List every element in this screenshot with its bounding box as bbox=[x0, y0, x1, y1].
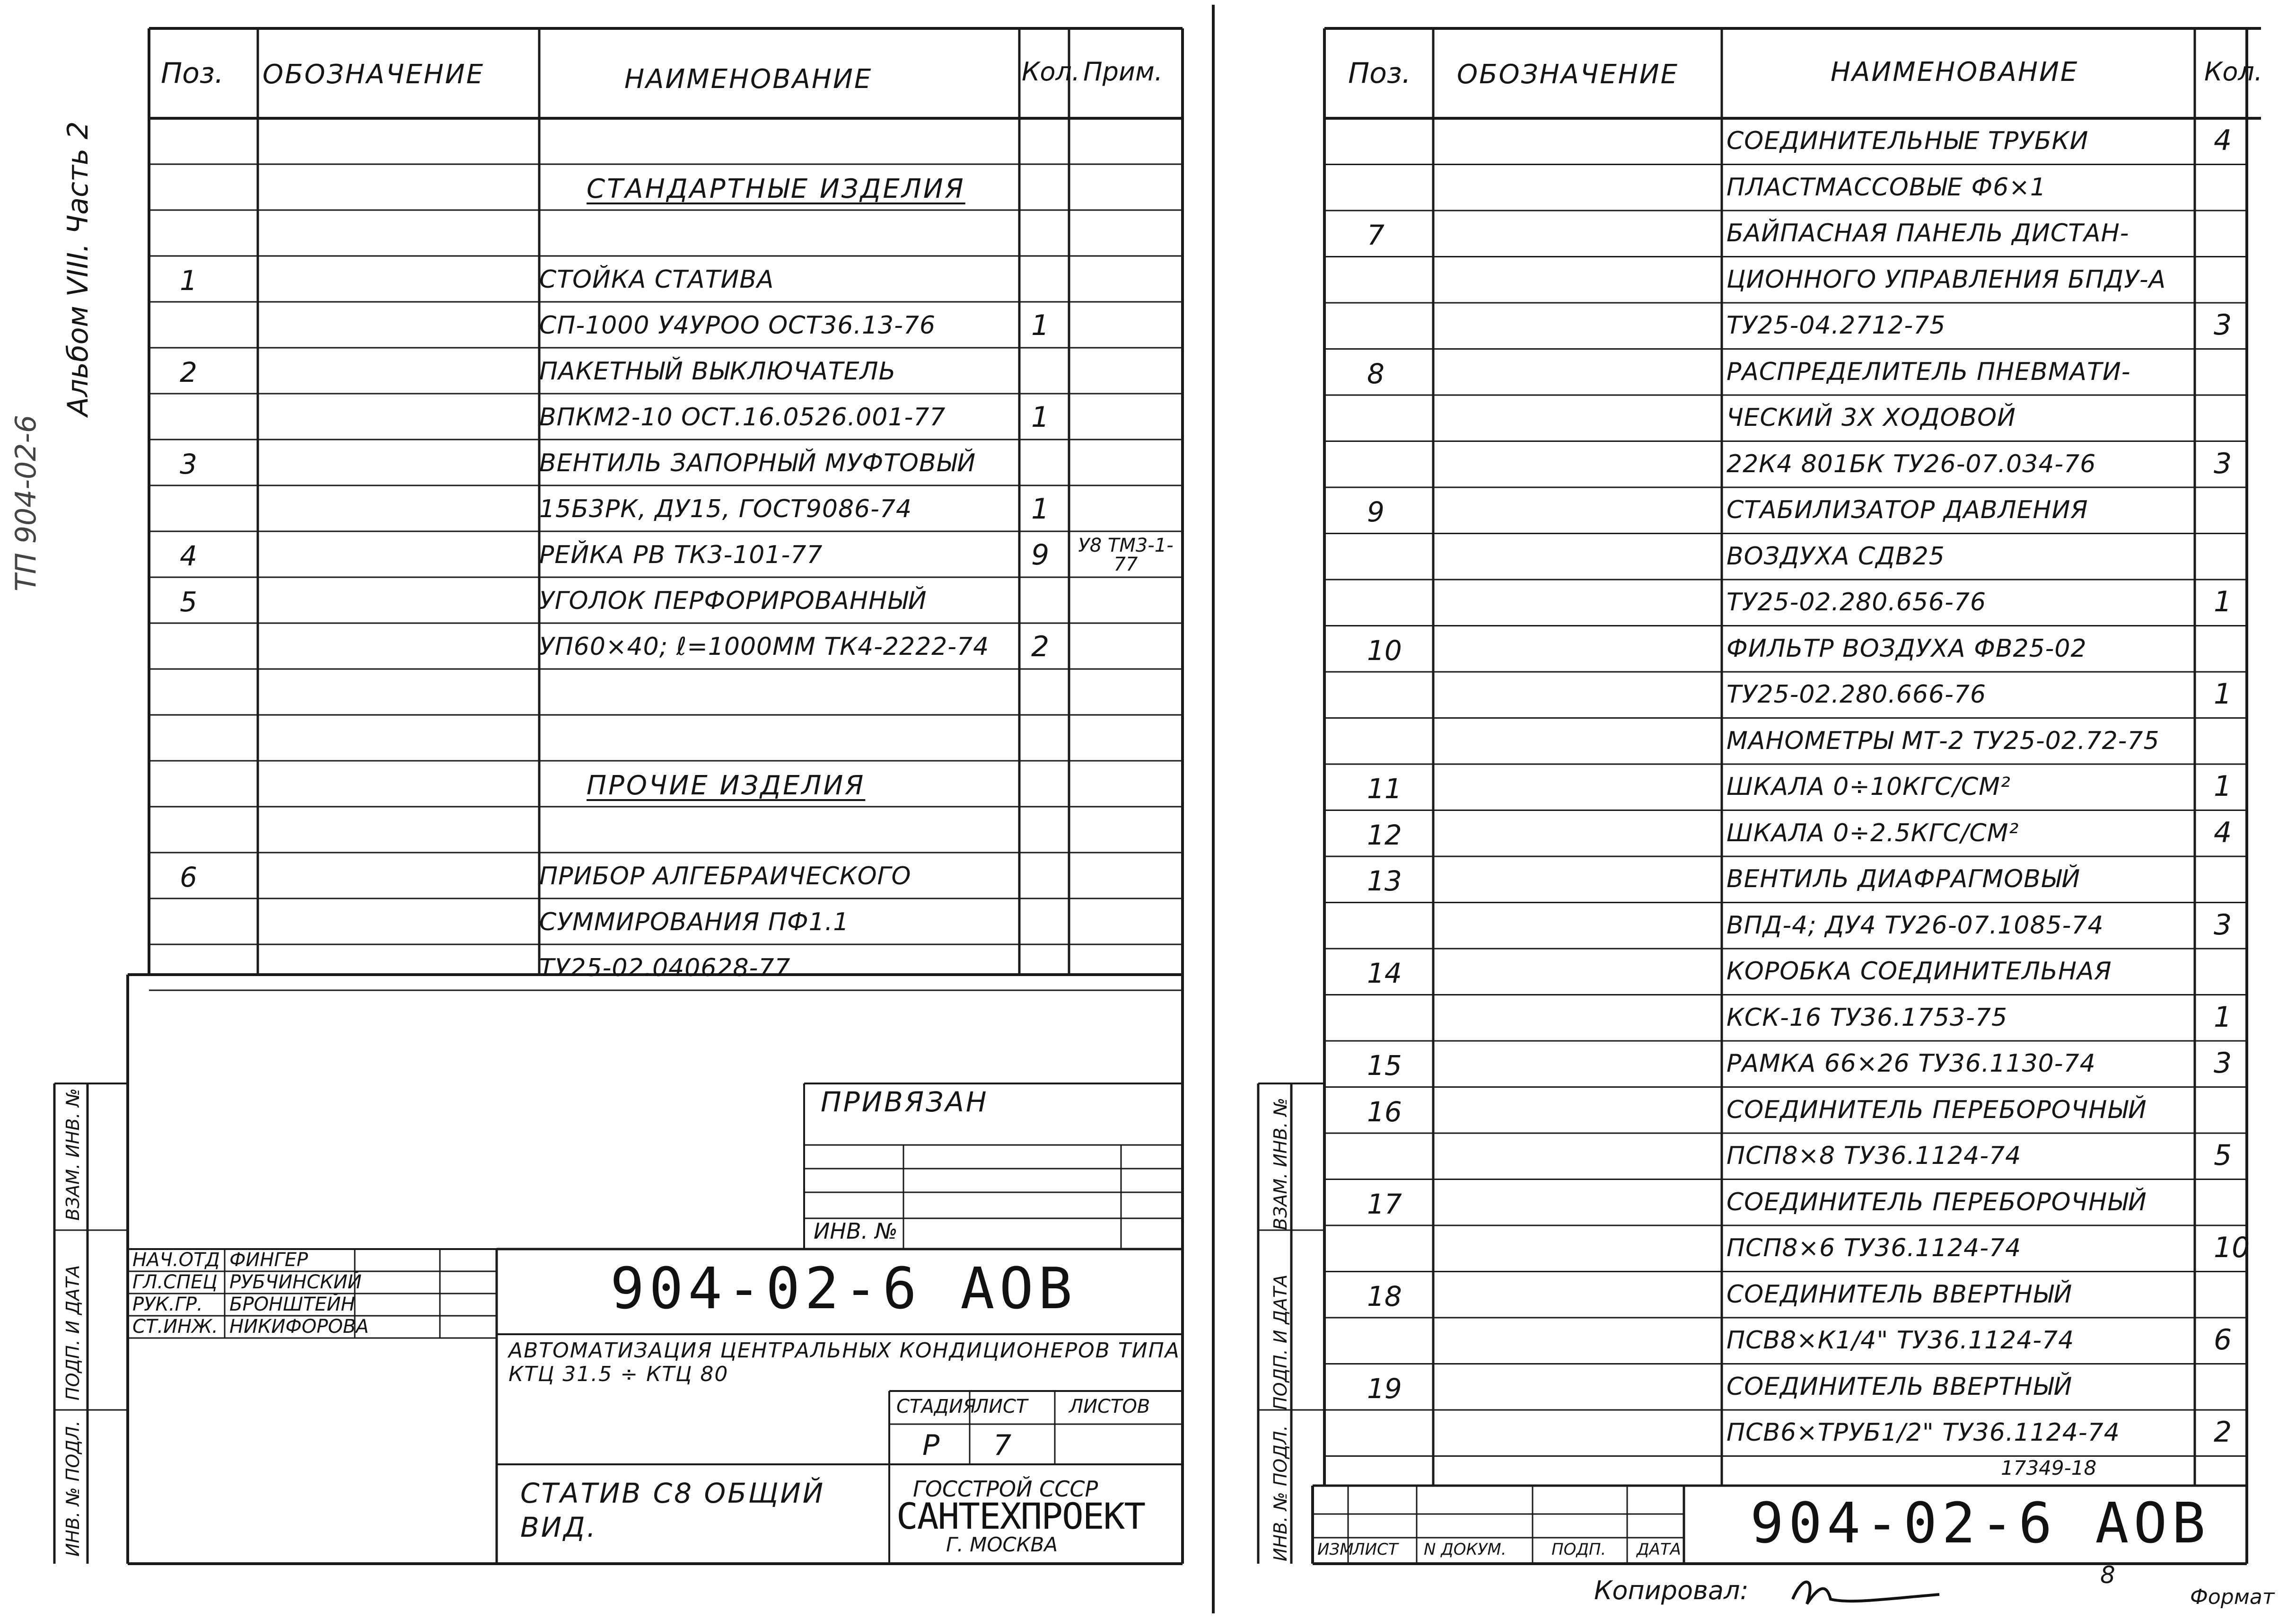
footer-doc: N ДОКУМ. bbox=[1424, 1540, 1507, 1559]
r-row-name: ФИЛЬТР ВОЗДУХА ФВ25-02 bbox=[1726, 634, 2087, 663]
row-pos: 5 bbox=[180, 586, 197, 618]
row-pos: 2 bbox=[180, 356, 197, 388]
page-number: 8 bbox=[2100, 1561, 2115, 1589]
staff-name: БРОНШТЕЙН bbox=[229, 1294, 355, 1315]
stage-label: СТАДИЯ bbox=[896, 1396, 976, 1418]
r-side-stamp-inv: ИНВ. № ПОДЛ. bbox=[1270, 1425, 1291, 1561]
row-pos: 3 bbox=[180, 448, 197, 480]
row-name: СТОЙКА СТАТИВА bbox=[539, 265, 774, 294]
r-header-qty: Кол. bbox=[2204, 57, 2263, 87]
r-side-stamp-sign: ПОДП. И ДАТА bbox=[1270, 1274, 1291, 1410]
drawing-subject: АВТОМАТИЗАЦИЯ ЦЕНТРАЛЬНЫХ КОНДИЦИОНЕРОВ ТИПА КТЦ 31.5 ÷ КТЦ 80 bbox=[508, 1338, 1180, 1386]
r-row-name: ТУ25-02.280.666-76 bbox=[1726, 680, 1987, 709]
row-pos: 6 bbox=[180, 861, 197, 893]
sheets-label: ЛИСТОВ bbox=[1069, 1396, 1150, 1418]
r-row-pos: 9 bbox=[1367, 496, 1385, 528]
r-row-name: ВПД-4; ДУ4 ТУ26-07.1085-74 bbox=[1726, 911, 2104, 940]
r-row-pos: 19 bbox=[1367, 1372, 1402, 1405]
sheet-value: 7 bbox=[993, 1429, 1012, 1462]
r-row-name: ВЕНТИЛЬ ДИАФРАГМОВЫЙ bbox=[1726, 865, 2081, 893]
r-header-pos: Поз. bbox=[1348, 57, 1411, 90]
r-row-pos: 15 bbox=[1367, 1049, 1402, 1082]
side-stamp-replace: ВЗАМ. ИНВ. № bbox=[62, 1088, 83, 1221]
header-qty: Кол. bbox=[1022, 57, 1080, 87]
r-row-name: ПЛАСТМАССОВЫЕ Ф6×1 bbox=[1726, 173, 2046, 202]
r-row-pos: 8 bbox=[1367, 357, 1385, 390]
format-label: Формат bbox=[2190, 1585, 2275, 1609]
r-row-name: КОРОБКА СОЕДИНИТЕЛЬНАЯ bbox=[1726, 957, 2112, 986]
header-pos: Поз. bbox=[161, 57, 224, 90]
r-row-qty: 3 bbox=[2214, 908, 2232, 942]
staff-role: РУК.ГР. bbox=[132, 1294, 203, 1315]
r-row-name: РАСПРЕДЕЛИТЕЛЬ ПНЕВМАТИ- bbox=[1726, 357, 2131, 386]
r-row-name: ЦИОННОГО УПРАВЛЕНИЯ БПДУ-А bbox=[1726, 265, 2166, 294]
r-row-pos: 18 bbox=[1367, 1280, 1402, 1312]
r-row-qty: 3 bbox=[2214, 447, 2232, 480]
r-side-stamp-replace: ВЗАМ. ИНВ. № bbox=[1270, 1097, 1291, 1230]
row-name: УГОЛОК ПЕРФОРИРОВАННЫЙ bbox=[539, 587, 927, 615]
r-row-qty: 2 bbox=[2214, 1416, 2232, 1449]
album-label: Альбом VIII. Часть 2 bbox=[61, 121, 95, 416]
r-row-qty: 5 bbox=[2214, 1139, 2232, 1172]
row-note: У8 ТМ3-1-77 bbox=[1078, 535, 1174, 575]
side-stamp-inv: ИНВ. № ПОДЛ. bbox=[62, 1420, 83, 1557]
r-row-name: ЧЕСКИЙ 3Х ХОДОВОЙ bbox=[1726, 404, 2016, 432]
r-row-name: БАЙПАСНАЯ ПАНЕЛЬ ДИСТАН- bbox=[1726, 219, 2129, 247]
r-row-qty: 1 bbox=[2214, 1000, 2232, 1034]
staff-name: НИКИФОРОВА bbox=[229, 1316, 369, 1338]
row-name: ВЕНТИЛЬ ЗАПОРНЫЙ МУФТОВЫЙ bbox=[539, 449, 976, 477]
row-name: РЕЙКА РВ ТК3-101-77 bbox=[539, 541, 823, 569]
r-row-name: МАНОМЕТРЫ МТ-2 ТУ25-02.72-75 bbox=[1726, 726, 2160, 755]
footer-date: ДАТА bbox=[1637, 1540, 1681, 1559]
row-qty: 2 bbox=[1031, 630, 1050, 663]
r-row-name: ШКАЛА 0÷2.5КГС/СМ² bbox=[1726, 819, 2019, 847]
org-line2: САНТЕХПРОЕКТ bbox=[896, 1495, 1145, 1537]
row-name: УП60×40; ℓ=1000ММ ТК4-2222-74 bbox=[539, 633, 990, 661]
r-row-name: СОЕДИНИТЕЛЬ ВВЕРТНЫЙ bbox=[1726, 1280, 2073, 1309]
r-row-name: СОЕДИНИТЕЛЬ ВВЕРТНЫЙ bbox=[1726, 1372, 2073, 1401]
r-header-designation: ОБОЗНАЧЕНИЕ bbox=[1457, 59, 1679, 90]
row-qty: 1 bbox=[1031, 401, 1050, 434]
r-row-qty: 3 bbox=[2214, 1047, 2232, 1080]
drawing-code: 904-02-6 АОВ bbox=[610, 1256, 1077, 1322]
row-qty: 1 bbox=[1031, 309, 1050, 342]
footer-list: ЛИСТ bbox=[1353, 1540, 1398, 1559]
copied-label: Копировал: bbox=[1594, 1576, 1749, 1605]
header-note: Прим. bbox=[1083, 57, 1163, 87]
r-row-name: ПСП8×8 ТУ36.1124-74 bbox=[1726, 1142, 2022, 1170]
r-row-qty: 6 bbox=[2214, 1323, 2232, 1356]
staff-role: СТ.ИНЖ. bbox=[132, 1316, 218, 1338]
org-line1: ГОССТРОЙ СССР bbox=[913, 1476, 1098, 1502]
section-title: ПРОЧИЕ ИЗДЕЛИЯ bbox=[587, 770, 866, 801]
r-row-name: ШКАЛА 0÷10КГС/СМ² bbox=[1726, 773, 2011, 801]
r-row-qty: 3 bbox=[2214, 308, 2232, 342]
r-row-name: СОЕДИНИТЕЛЬ ПЕРЕБОРОЧНЫЙ bbox=[1726, 1188, 2147, 1216]
row-name: ПРИБОР АЛГЕБРАИЧЕСКОГО bbox=[539, 862, 911, 890]
r-header-name: НАИМЕНОВАНИЕ bbox=[1831, 57, 2079, 88]
r-row-qty: 1 bbox=[2214, 585, 2232, 618]
r-row-qty: 4 bbox=[2214, 124, 2232, 157]
r-row-name: ТУ25-04.2712-75 bbox=[1726, 311, 1946, 340]
archive-number: 17349-18 bbox=[2001, 1456, 2097, 1479]
privyazan-label: ПРИВЯЗАН bbox=[821, 1086, 989, 1118]
r-row-name: СТАБИЛИЗАТОР ДАВЛЕНИЯ bbox=[1726, 496, 2088, 524]
r-row-name: СОЕДИНИТЕЛЬНЫЕ ТРУБКИ bbox=[1726, 127, 2089, 155]
staff-role: НАЧ.ОТД bbox=[132, 1249, 220, 1271]
r-row-qty: 10 bbox=[2214, 1231, 2250, 1264]
r-row-pos: 12 bbox=[1367, 819, 1402, 851]
row-pos: 4 bbox=[180, 540, 197, 572]
row-qty: 9 bbox=[1031, 538, 1050, 572]
header-name: НАИМЕНОВАНИЕ bbox=[624, 64, 873, 95]
r-row-name: ТУ25-02.280.656-76 bbox=[1726, 588, 1987, 616]
row-name: ПАКЕТНЫЙ ВЫКЛЮЧАТЕЛЬ bbox=[539, 357, 896, 386]
row-name: 15Б3РК, ДУ15, ГОСТ9086-74 bbox=[539, 495, 912, 523]
row-qty: 1 bbox=[1031, 493, 1050, 526]
r-row-name: КСК-16 ТУ36.1753-75 bbox=[1726, 1003, 2008, 1032]
r-row-pos: 11 bbox=[1367, 773, 1402, 805]
staff-role: ГЛ.СПЕЦ bbox=[132, 1271, 218, 1293]
footer-sign: ПОДП. bbox=[1551, 1540, 1606, 1559]
row-name: СП-1000 У4УРОО ОСТ36.13-76 bbox=[539, 311, 936, 340]
r-row-pos: 13 bbox=[1367, 865, 1402, 897]
header-designation: ОБОЗНАЧЕНИЕ bbox=[263, 59, 485, 90]
r-row-name: РАМКА 66×26 ТУ36.1130-74 bbox=[1726, 1049, 2096, 1078]
r-row-pos: 17 bbox=[1367, 1188, 1402, 1220]
r-row-pos: 14 bbox=[1367, 957, 1402, 989]
copier-signature bbox=[1788, 1571, 1944, 1618]
inv-no-label: ИНВ. № bbox=[814, 1218, 898, 1244]
staff-name: РУБЧИНСКИЙ bbox=[229, 1271, 362, 1293]
r-row-pos: 10 bbox=[1367, 634, 1402, 667]
row-pos: 1 bbox=[180, 264, 197, 297]
r-drawing-code: 904-02-6 АОВ bbox=[1750, 1490, 2210, 1556]
r-row-pos: 7 bbox=[1367, 219, 1385, 251]
row-name: ВПКМ2-10 ОСТ.16.0526.001-77 bbox=[539, 403, 946, 431]
r-row-name: ПСВ8×К1/4" ТУ36.1124-74 bbox=[1726, 1326, 2075, 1355]
r-row-qty: 4 bbox=[2214, 816, 2232, 849]
org-line3: Г. МОСКВА bbox=[946, 1533, 1058, 1556]
r-row-name: ПСП8×6 ТУ36.1124-74 bbox=[1726, 1234, 2022, 1262]
r-row-qty: 1 bbox=[2214, 678, 2232, 711]
r-row-pos: 16 bbox=[1367, 1095, 1402, 1128]
footer-izm: ИЗМ bbox=[1317, 1540, 1354, 1559]
side-stamp-sign: ПОДП. И ДАТА bbox=[62, 1265, 83, 1400]
stage-value: Р bbox=[922, 1429, 940, 1462]
r-row-qty: 1 bbox=[2214, 770, 2232, 803]
r-row-name: ПСВ6×ТРУБ1/2" ТУ36.1124-74 bbox=[1726, 1418, 2120, 1447]
r-row-name: 22К4 801БК ТУ26-07.034-76 bbox=[1726, 449, 2096, 478]
section-title: СТАНДАРТНЫЕ ИЗДЕЛИЯ bbox=[587, 174, 965, 204]
row-name: СУММИРОВАНИЯ ПФ1.1 bbox=[539, 908, 850, 936]
staff-name: ФИНГЕР bbox=[229, 1249, 308, 1271]
r-row-name: ВОЗДУХА СДВ25 bbox=[1726, 542, 1945, 571]
project-label: ТП 904-02-6 bbox=[9, 414, 43, 591]
drawing-title: СТАТИВ С8 ОБЩИЙ ВИД. bbox=[520, 1477, 825, 1543]
row-name: ТУ25-02.040628-77 bbox=[539, 954, 791, 982]
sheet-label: ЛИСТ bbox=[974, 1396, 1028, 1418]
r-row-name: СОЕДИНИТЕЛЬ ПЕРЕБОРОЧНЫЙ bbox=[1726, 1095, 2147, 1124]
